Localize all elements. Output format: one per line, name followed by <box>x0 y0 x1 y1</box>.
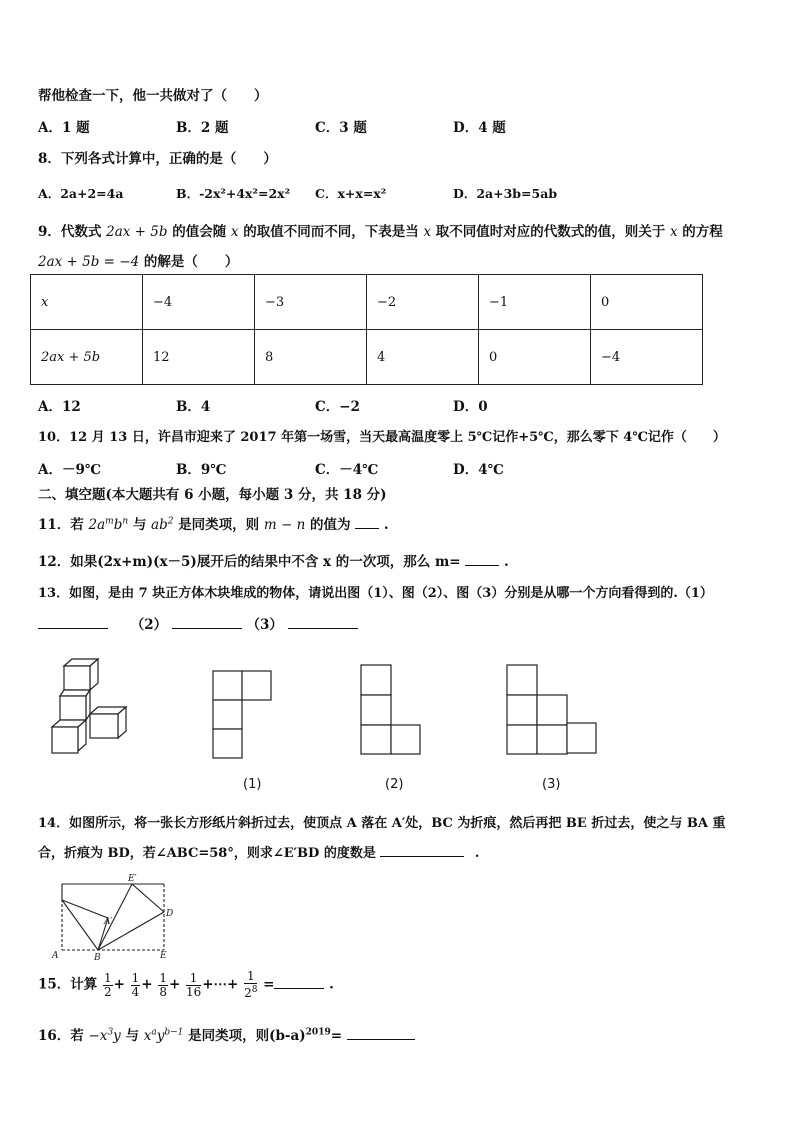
q9-stem-e: 的方程 <box>682 224 723 240</box>
fraction-1-2-pow-8: $\frac{1}{2^8}$ <box>244 969 258 1000</box>
view-3-figure <box>506 664 598 756</box>
q9-option-b: B．4 <box>176 399 211 415</box>
q13-blank-1[interactable] <box>38 616 108 629</box>
q14-line-1: 14．如图所示，将一张长方形纸片斜折过去，使顶点 A 落在 A′处，BC 为折痕，然后再把 BE 折过去，使之与 BA 重 <box>38 816 726 831</box>
q9-var-x-3: x <box>669 224 678 240</box>
q16 <box>38 1024 415 1044</box>
q13-label-2: （2） <box>130 617 168 633</box>
label-a-prime: A′ <box>104 917 113 927</box>
q15-dots: +⋯+ <box>202 976 239 993</box>
q7-option-d: D．4 题 <box>453 120 506 136</box>
q15: 15．计算 $\frac{1}{2}$ + $\frac{1}{4}$ + $\frac{1}{8}$ + $\frac{1}{16}$ +⋯+ $\frac{1}{2^8}$ = . <box>38 969 334 1000</box>
q12-answer-blank[interactable] <box>465 553 499 566</box>
q12 <box>38 550 509 570</box>
q8-stem: 8．下列各式计算中，正确的是（ ） <box>38 151 277 167</box>
q9-expression: 2ax + 5b <box>106 224 168 240</box>
q16-c: 是同类项，则(b-a) <box>188 1028 306 1044</box>
table-cell: 0 <box>591 275 703 330</box>
q9-stem-c: 的取值不同而不同，下表是当 <box>243 224 419 240</box>
q12-text: 12．如果(2x+m)(x－5)展开后的结果中不含 x 的一次项，那么 m= <box>38 554 461 570</box>
q11-term1: $2a^mb^n$ <box>88 516 129 533</box>
table-cell: 0 <box>479 330 591 385</box>
q16-term2: $x^ay^{b-1}$ <box>143 1027 184 1044</box>
q11-b: 与 <box>132 517 147 533</box>
q7-option-a: A．1 题 <box>38 120 90 136</box>
table-row <box>31 275 703 330</box>
label-b: B <box>94 953 101 962</box>
table-cell: 4 <box>367 330 479 385</box>
q9-stem-f: 的解是（ ） <box>143 254 239 270</box>
q10-option-a: A．－9℃ <box>38 462 102 478</box>
fraction-1-4: $\frac{1}{4}$ <box>131 970 140 999</box>
q10-stem: 10．12 月 13 日，许昌市迎来了 2017 年第一场雪，当天最高温度零上 5℃记作+5℃，那么零下 4℃记作（ ） <box>38 430 726 445</box>
q9-var-x-2: x <box>423 224 432 240</box>
q9-stem <box>38 220 723 240</box>
q7-option-c: C．3 题 <box>315 120 367 136</box>
table-cell: −3 <box>255 275 367 330</box>
q11-expr: m − n <box>263 517 306 533</box>
q9-equation-line <box>38 250 238 270</box>
q11-c: 是同类项，则 <box>178 517 260 533</box>
table-cell: −4 <box>143 275 255 330</box>
label-e: E <box>160 951 167 961</box>
q16-exponent: 2019 <box>305 1027 331 1038</box>
view-3-caption: (3) <box>542 777 561 792</box>
q11-a: 11．若 <box>38 517 84 533</box>
q14-line-2-text: 合，折痕为 BD，若∠ABC=58°，则求∠E′BD 的度数是 <box>38 846 376 861</box>
q7-tail: 帮他检查一下，他一共做对了（ ） <box>38 88 268 104</box>
fraction-1-16: $\frac{1}{16}$ <box>185 970 202 999</box>
q14-answer-blank[interactable] <box>380 844 464 857</box>
table-row <box>31 330 703 385</box>
q16-b: 与 <box>125 1028 140 1044</box>
q13-blank-3[interactable] <box>288 616 358 629</box>
q15-end: . <box>329 976 334 993</box>
q9-value-table <box>30 274 703 385</box>
view-1-caption: (1) <box>243 777 262 792</box>
q10-option-d: D．4℃ <box>453 462 504 478</box>
fraction-1-8: $\frac{1}{8}$ <box>159 970 167 999</box>
q11-term2: $ab^2$ <box>151 516 174 533</box>
label-a: A <box>52 951 59 961</box>
q11-end: . <box>383 517 389 533</box>
q11-answer-blank[interactable] <box>355 516 379 529</box>
table-cell: −2 <box>367 275 479 330</box>
q16-answer-blank[interactable] <box>347 1027 415 1040</box>
q9-equation: 2ax + 5b = −4 <box>38 254 140 270</box>
q12-end: . <box>503 554 509 570</box>
view-1-figure <box>212 670 274 760</box>
view-2-figure <box>360 664 422 756</box>
q13-blank-2[interactable] <box>172 616 242 629</box>
table-cell: −1 <box>479 275 591 330</box>
q11 <box>38 513 389 533</box>
view-2-caption: (2) <box>385 777 404 792</box>
q9-stem-d: 取不同值时对应的代数式的值，则关于 <box>435 224 666 240</box>
q9-stem-b: 的值会随 <box>172 224 227 240</box>
q13-blanks <box>38 613 358 633</box>
q16-a: 16．若 <box>38 1028 84 1044</box>
q16-term1: $-x^3y$ <box>88 1027 121 1044</box>
q14-line-2 <box>38 842 479 861</box>
q9-option-d: D．0 <box>453 399 488 415</box>
cube-stack-figure <box>46 656 136 760</box>
label-e-prime: E′ <box>128 874 137 884</box>
q15-answer-blank[interactable] <box>274 976 324 989</box>
q14-end: . <box>474 846 480 861</box>
q8-option-b: B．-2x²+4x²=2x² <box>176 186 291 201</box>
q10-option-b: B．9℃ <box>176 462 227 478</box>
fold-figure <box>46 872 186 962</box>
q9-option-a: A．12 <box>38 399 81 415</box>
q11-d: 的值为 <box>309 517 351 533</box>
q8-option-d: D．2a+3b=5ab <box>453 186 558 201</box>
q13-label-3: （3） <box>246 617 283 633</box>
table-cell: 8 <box>255 330 367 385</box>
table-cell: 12 <box>143 330 255 385</box>
q8-option-c: C．x+x=x² <box>315 186 387 201</box>
fraction-1-2: $\frac{1}{2}$ <box>104 970 112 999</box>
section-heading: 二、填空题(本大题共有 6 小题，每小题 3 分，共 18 分) <box>38 487 387 503</box>
q10-option-c: C．－4℃ <box>315 462 379 478</box>
table-cell: 2ax + 5b <box>31 330 143 385</box>
q13-stem: 13．如图，是由 7 块正方体木块堆成的物体，请说出图（1）、图（2）、图（3）分别是从哪一个方向看得到的.（1） <box>38 586 713 601</box>
q9-stem-a: 9．代数式 <box>38 224 102 240</box>
q16-d: = <box>330 1028 343 1044</box>
table-cell: x <box>31 275 143 330</box>
table-cell: −4 <box>591 330 703 385</box>
q8-option-a: A．2a+2=4a <box>38 186 124 201</box>
label-d: D <box>166 909 174 919</box>
q9-var-x-1: x <box>230 224 239 240</box>
q15-label: 15．计算 <box>38 976 98 993</box>
q7-option-b: B．2 题 <box>176 120 229 136</box>
q9-option-c: C．−2 <box>315 399 360 415</box>
